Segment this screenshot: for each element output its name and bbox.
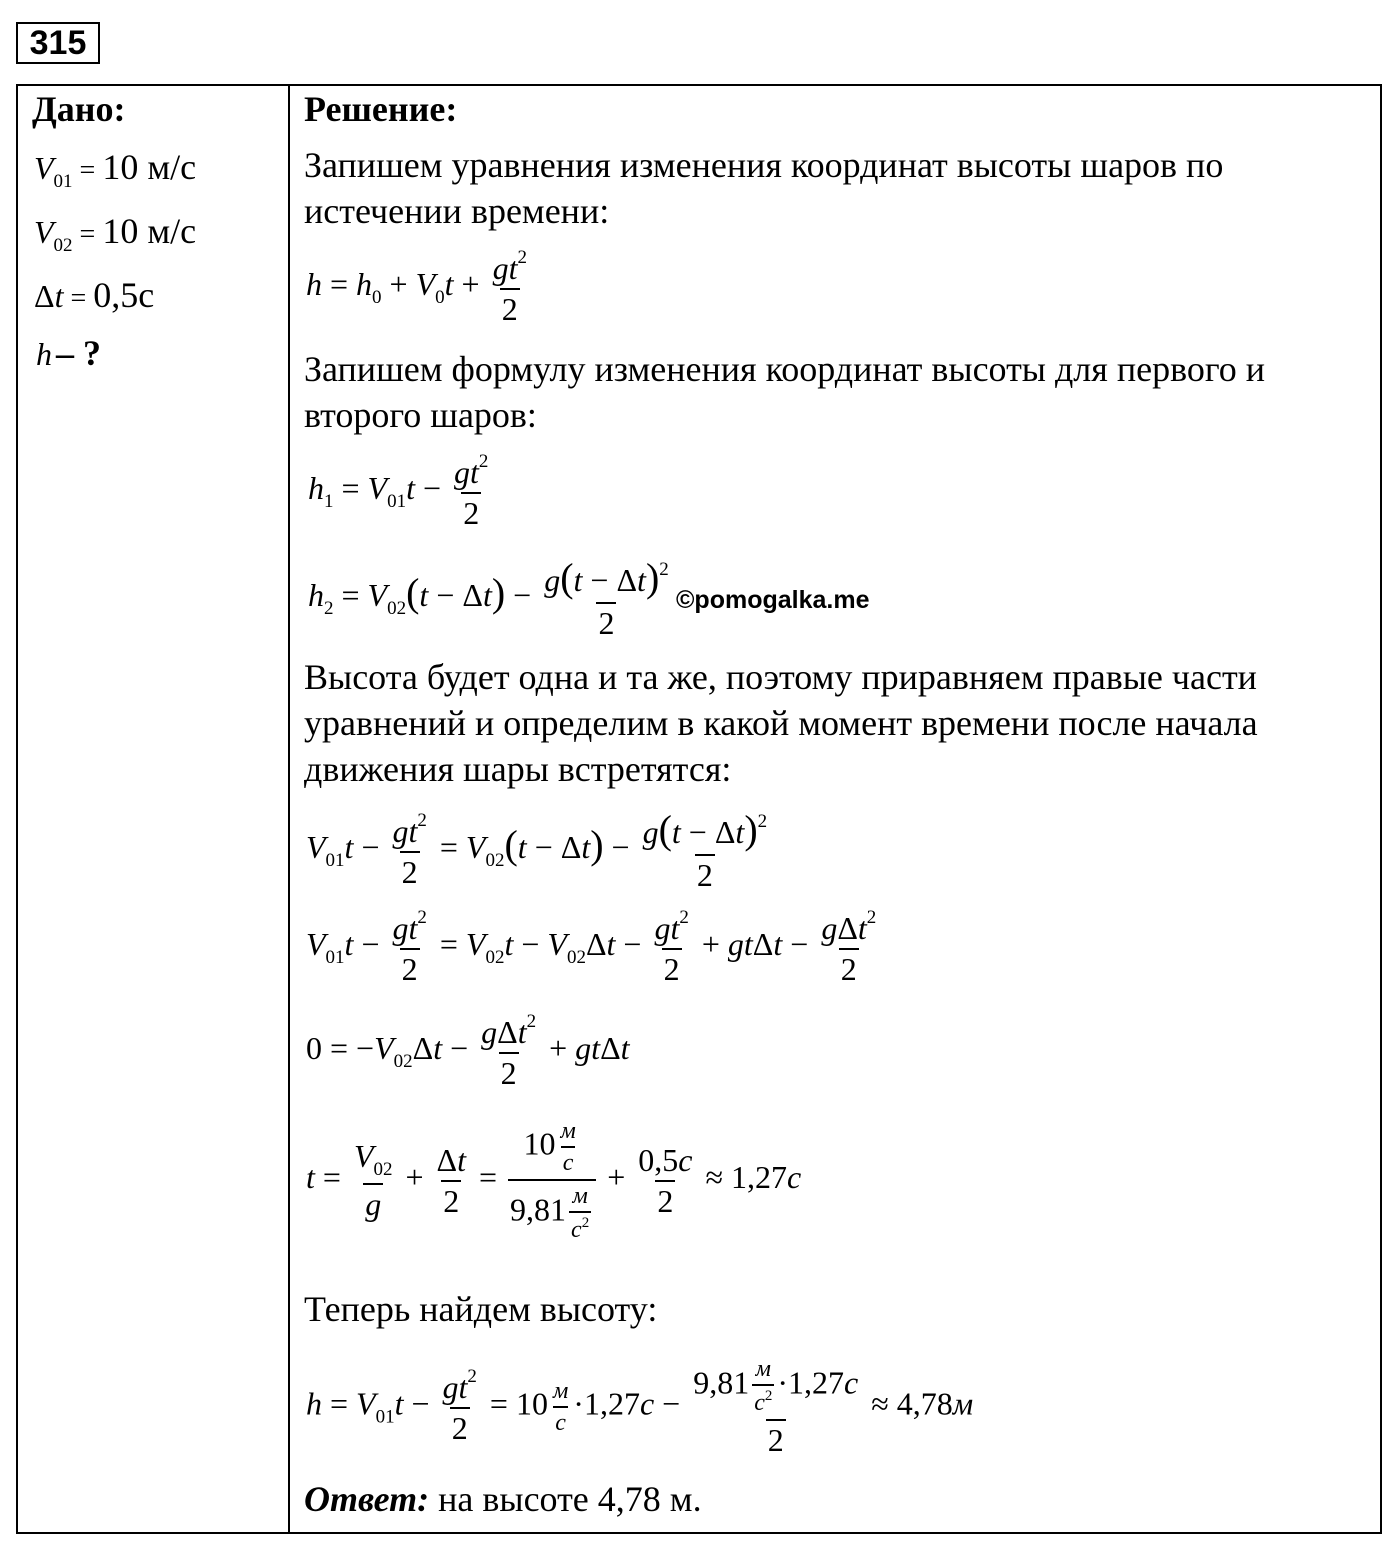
column-divider <box>288 84 290 1534</box>
watermark: ©pomogalka.me <box>676 586 870 614</box>
equation-equal-heights: $V_{01}t$ − $\frac{gt^2}{2}$ = $V_{02}(t - \Delta t)$ − $\frac{g(t - \Delta t)^2}{2}$ <box>306 807 768 893</box>
paragraph-3-line-1: Высота будет одна и та же, поэтому приравняем правые части <box>304 657 1257 697</box>
paragraph-3-line-3: движения шары встретятся: <box>304 749 732 789</box>
given-dt: Δt = 0,5с <box>34 275 155 315</box>
given-v02-value: 10 м/с <box>102 211 197 251</box>
paragraph-2-line-2: второго шаров: <box>304 395 537 435</box>
answer-label: Ответ: <box>304 1479 430 1519</box>
answer-text: на высоте 4,78 м. <box>438 1479 702 1519</box>
given-dt-value: 0,5с <box>93 275 155 315</box>
equation-height-result: $h = V_{01}t$ − $\frac{gt^2}{2}$ = 10 $\frac{м}{с}$ ·1,27с − 9,81 $\frac{м}{с^2}$ ·1,27с 2 ≈ 4,78м <box>306 1356 974 1458</box>
paragraph-1-line-2: истечении времени: <box>304 191 610 231</box>
paragraph-2-line-1: Запишем формулу изменения координат высоты для первого и <box>304 349 1265 389</box>
answer <box>304 1478 702 1520</box>
given-v01-value: 10 м/с <box>102 147 197 187</box>
given-v02: $V_{02} = 10$ м/с <box>34 211 197 256</box>
paragraph-1-line-1: Запишем уравнения изменения координат высоты шаров по <box>304 145 1224 185</box>
equation-time: t = $\frac{V_{02}}{g}$ + $\frac{\Delta t}{2}$ = 10 $\frac{м}{с}$ 9,81 $\frac{м}{с^2}$ + $\frac{0,5с}{2}$ ≈ 1,27с <box>306 1118 802 1244</box>
paragraph-3-line-2: уравнений и определим в какой момент времени после начала <box>304 703 1258 743</box>
equation-simplified: $0 = -V_{02}\Delta t$ − $\frac{g\Delta t^2}{2}$ + gtΔt <box>306 1011 630 1092</box>
problem-number: 315 <box>16 22 100 64</box>
given-heading: Дано: <box>32 89 126 129</box>
equation-expanded: $V_{01}t$ − $\frac{gt^2}{2}$ = $V_{02}t - V_{02}\Delta t$ − $\frac{gt^2}{2}$ + gtΔt − $\frac{g\Delta t^2}{2}$ <box>306 907 877 988</box>
paragraph-4: Теперь найдем высоту: <box>304 1289 658 1329</box>
given-v01: $V_{01} = 10$ м/с <box>34 147 197 192</box>
solution-heading: Решение: <box>304 89 458 129</box>
given-unknown-symbol: h <box>36 336 52 372</box>
equation-height-general: $h = h_0 + V_0t$ + $\frac{gt^2}{2}$ <box>306 247 527 328</box>
equation-h1: $h_1 = V_{01}t$ − $\frac{gt^2}{2}$ <box>308 451 489 532</box>
given-unknown-mark: – ? <box>56 333 101 373</box>
equation-h2: $h_2 = V_{02}(t - \Delta t)$ − $\frac{g(t - \Delta t)^2}{2}$ <box>308 555 669 641</box>
given-unknown <box>36 332 101 374</box>
